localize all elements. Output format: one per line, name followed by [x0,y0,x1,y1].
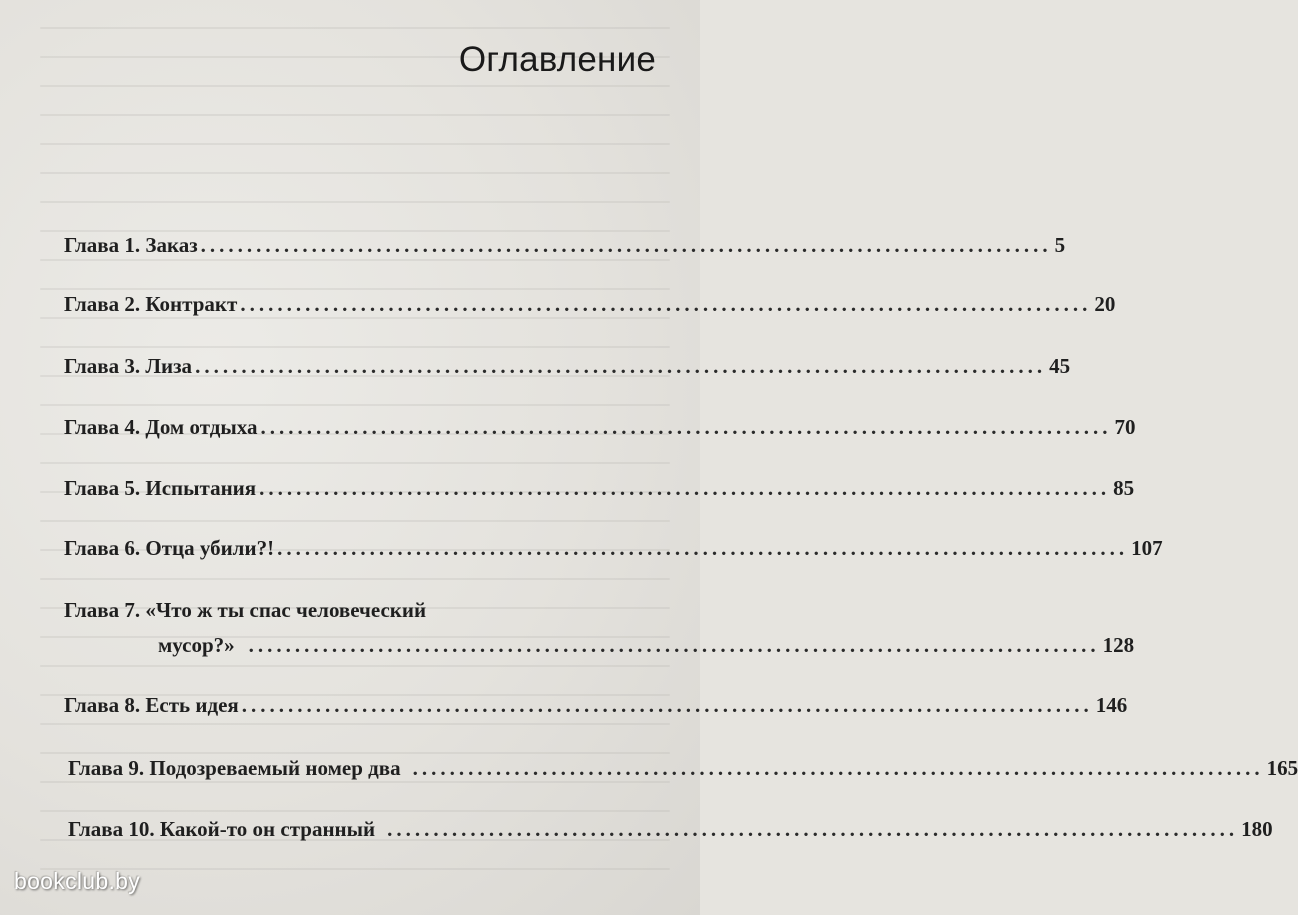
toc-leader-dots: ............................................................................................ [259,476,1111,500]
toc-entry-label: Глава 2. Контракт [64,292,238,316]
toc-leader-dots: ............................................................................................ [195,354,1047,378]
toc-entry-page: 20 [1094,292,1116,316]
toc-entry-label: Глава 4. Дом отдыха [64,415,258,439]
toc-leader-dots: ............................................................................................ [387,817,1239,841]
toc-entry-label: Глава 6. Отца убили?! [64,536,275,560]
toc-entry-1 [64,233,1066,263]
toc-entry-8 [64,693,1128,723]
toc-entry-7-label: Глава 7. «Что ж ты спас человеческий [64,598,427,622]
toc-leader-dots: ............................................................................................ [277,536,1129,560]
page-title: Оглавление [458,40,656,79]
toc-leader-dots: ............................................................................................ [260,415,1112,439]
toc-entry-label: Глава 10. Какой-то он странный [68,817,376,841]
toc-entry-page: 107 [1131,536,1163,560]
toc-leader-dots: ............................................................................................ [412,756,1264,780]
toc-entry-9 [68,756,1298,786]
watermark-logo: bookclub.by [14,868,141,894]
toc-entry-10 [68,817,1273,847]
toc-entry-label: Глава 3. Лиза [64,354,193,378]
toc-entry-page: 180 [1241,817,1273,841]
toc-entry-4 [64,415,1136,445]
toc-entry-7 [158,633,1135,663]
toc-leader-dots: ............................................................................................ [248,633,1100,657]
toc-leader-dots: ............................................................................................ [200,233,1052,257]
toc-entry-page: 45 [1049,354,1071,378]
toc-entry-label: Глава 9. Подозреваемый номер два [68,756,401,780]
toc-leader-dots: ............................................................................................ [240,292,1092,316]
toc-entry-page: 5 [1054,233,1066,257]
toc-entry-label-continued: мусор?» [158,633,235,657]
toc-entry-label: Глава 1. Заказ [64,233,198,257]
toc-entry-3 [64,354,1071,384]
toc-entry-page: 70 [1114,415,1136,439]
toc-entry-6 [64,536,1163,566]
toc-entry-label: Глава 5. Испытания [64,476,257,500]
toc-entry-page: 165 [1266,756,1298,780]
toc-entry-page: 85 [1113,476,1135,500]
toc-entry-label: Глава 8. Есть идея [64,693,239,717]
toc-entry-page: 128 [1102,633,1135,657]
toc-entry-page: 146 [1095,693,1128,717]
toc-entry-5 [64,476,1135,506]
toc-leader-dots: ............................................................................................ [241,693,1093,717]
toc-entry-2 [64,292,1116,322]
